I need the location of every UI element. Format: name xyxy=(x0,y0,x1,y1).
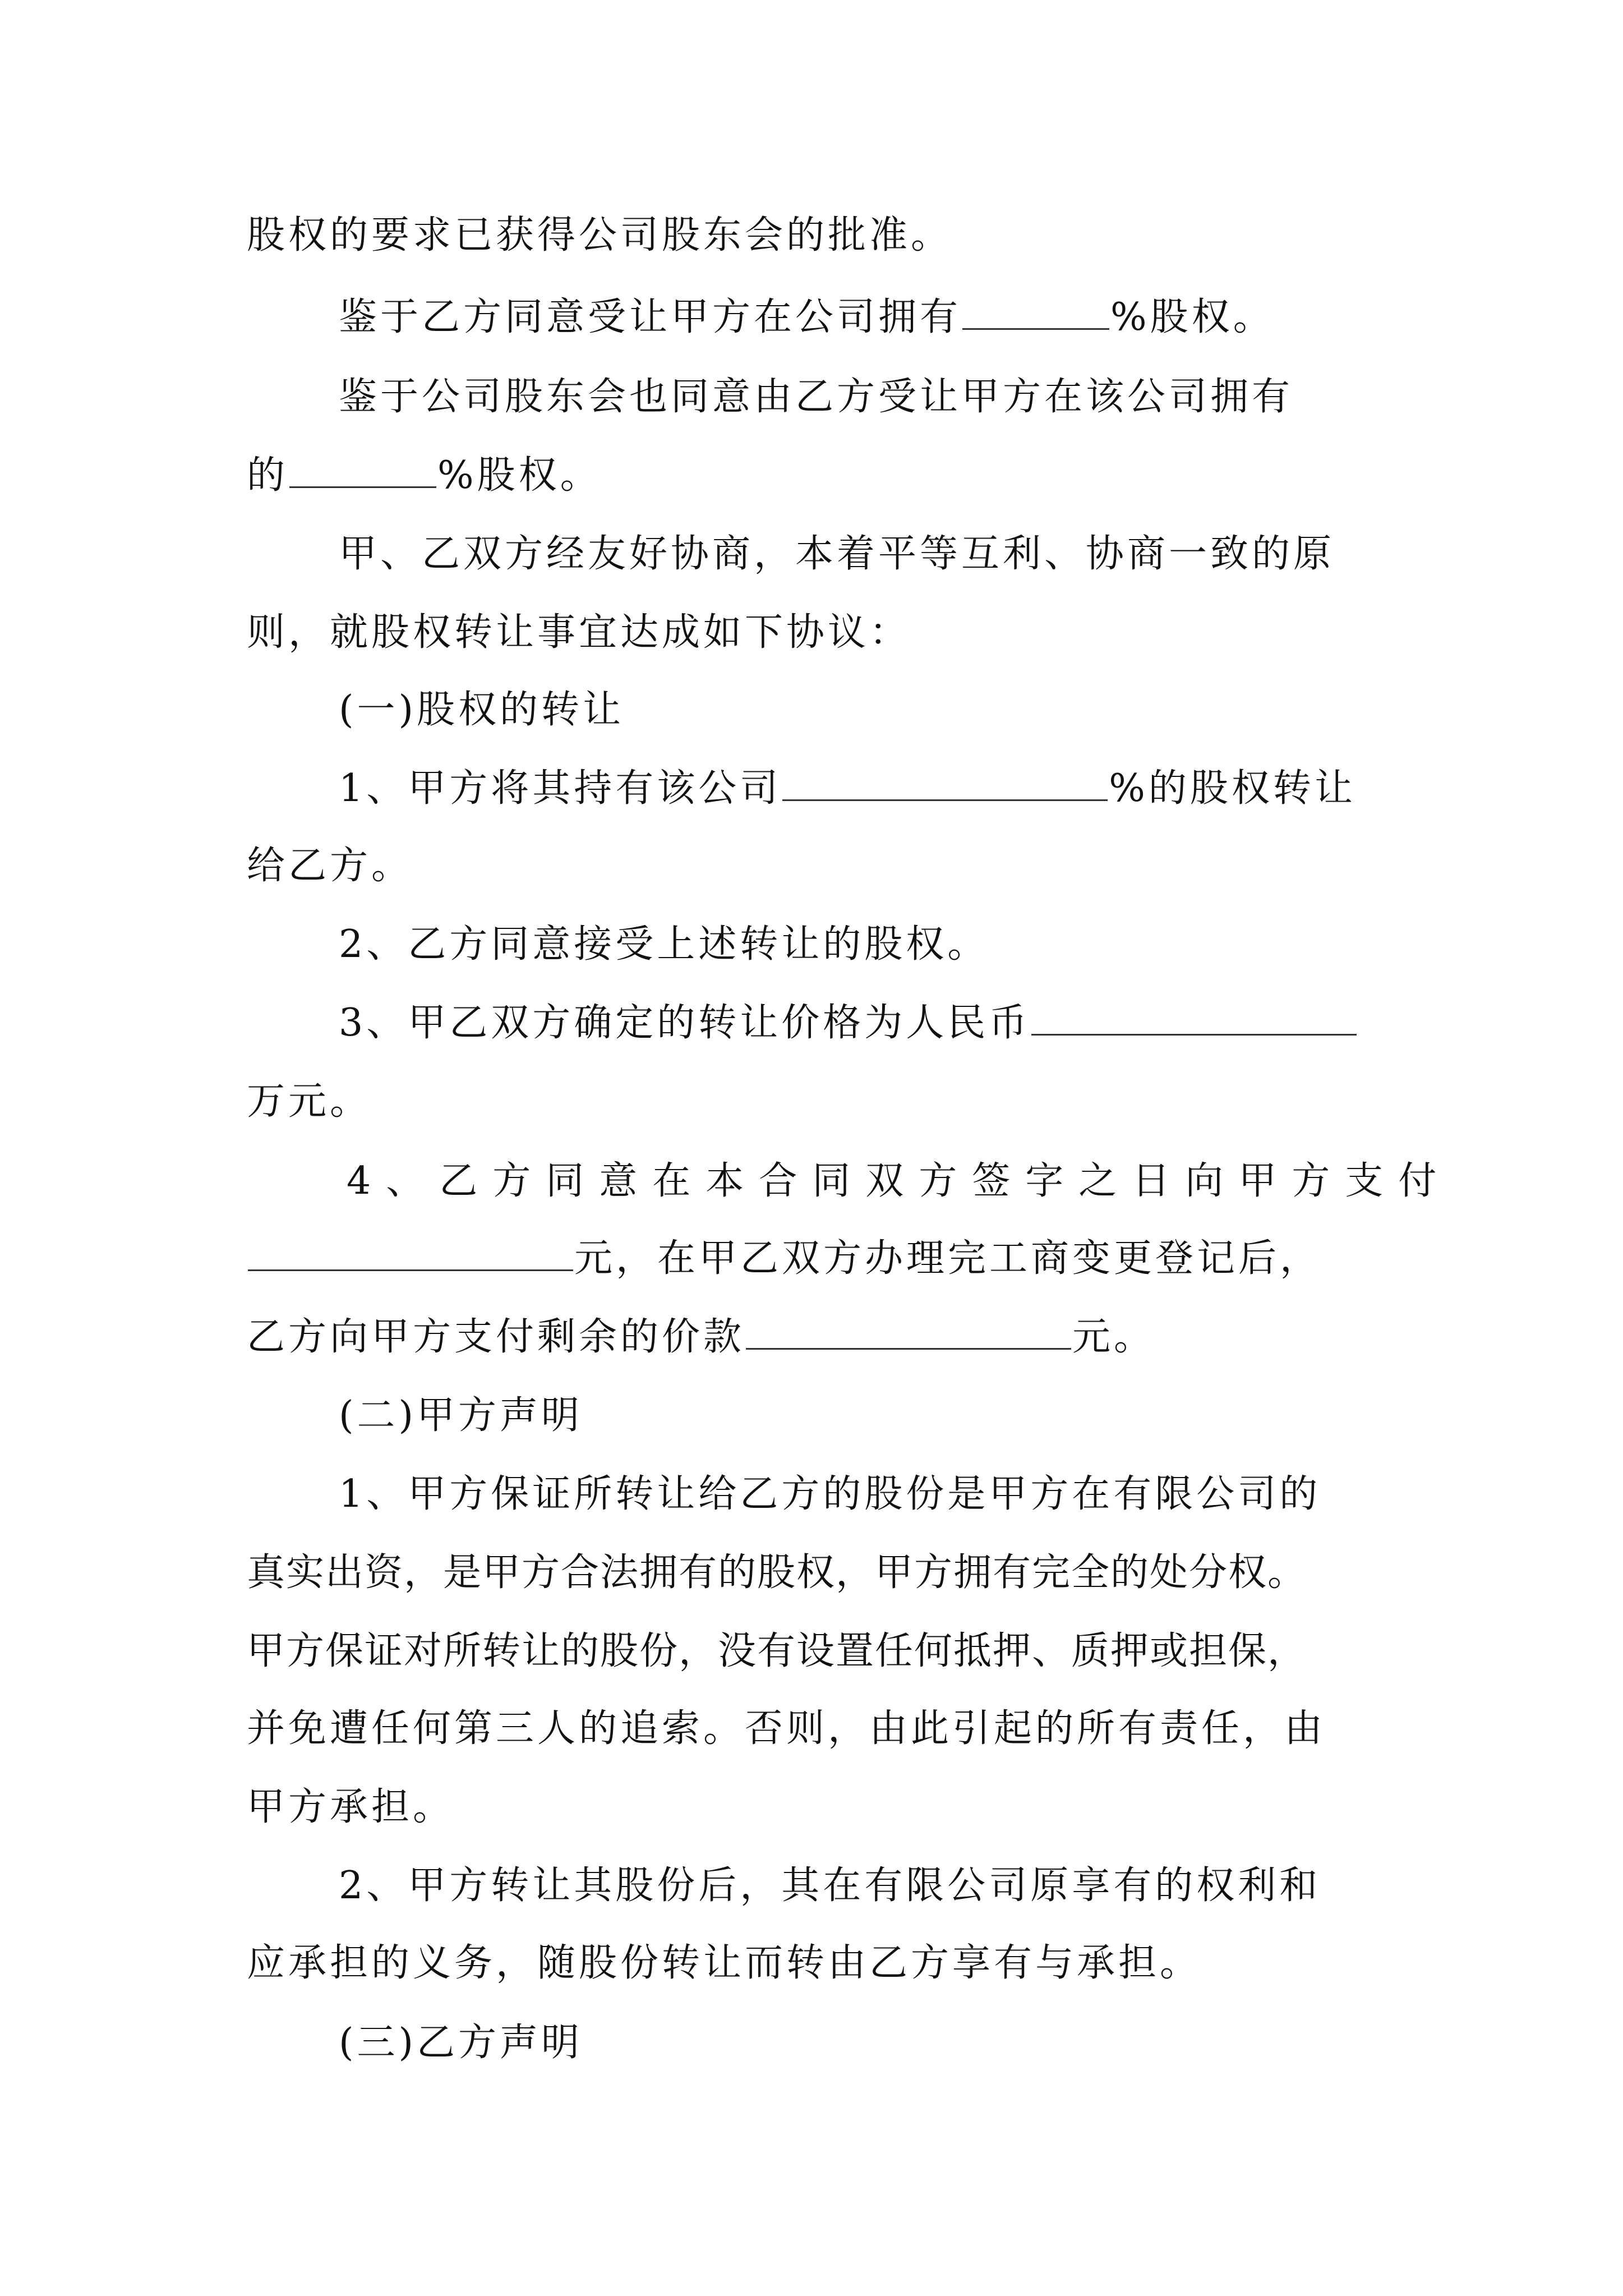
text: (三)乙方声明 xyxy=(339,2021,583,2065)
paragraph-line xyxy=(247,1780,454,1834)
text: 甲、乙双方经友好协商，本着平等互利、协商一致的原 xyxy=(339,532,1335,576)
blank-underline xyxy=(248,1235,573,1271)
text: 甲方保证对所转让的股份，没有设置任何抵押、质押或担保， xyxy=(247,1629,1307,1673)
text: 2、乙方同意接受上述转让的股权。 xyxy=(339,922,989,967)
paragraph-line xyxy=(339,291,1275,344)
blank-underline xyxy=(746,1313,1071,1350)
blank-underline xyxy=(962,293,1109,330)
paragraph-line xyxy=(247,1625,1307,1678)
section-heading xyxy=(339,1389,583,1443)
paragraph-line xyxy=(247,1075,371,1129)
paragraph-line xyxy=(247,606,911,660)
paragraph-line xyxy=(247,1546,1307,1600)
blank-underline xyxy=(289,452,436,488)
text: 1、甲方将其持有该公司 xyxy=(339,766,782,811)
paragraph-line xyxy=(339,918,989,972)
text: %股权。 xyxy=(437,453,602,498)
text: 真实出资，是甲方合法拥有的股权，甲方拥有完全的处分权。 xyxy=(247,1550,1307,1595)
paragraph-line xyxy=(247,209,952,263)
paragraph-line xyxy=(339,1859,1321,1913)
text: 给乙方。 xyxy=(247,844,413,888)
paragraph-line xyxy=(247,1936,1201,1990)
paragraph-line xyxy=(339,527,1335,581)
text: 应承担的义务，随股份转让而转由乙方享有与承担。 xyxy=(247,1941,1202,1985)
text: 并免遭任何第三人的追索。否则，由此引起的所有责任，由 xyxy=(247,1706,1326,1751)
section-heading xyxy=(339,683,624,737)
text: %的股权转让 xyxy=(1109,766,1356,811)
text: %股权。 xyxy=(1110,295,1275,339)
text: 甲方承担。 xyxy=(247,1785,455,1829)
paragraph-line xyxy=(247,1702,1326,1756)
text: 2、甲方转让其股份后，其在有限公司原享有的权利和 xyxy=(339,1864,1321,1908)
paragraph-line xyxy=(247,839,413,893)
paragraph-line xyxy=(339,1467,1321,1521)
text: 元，在甲乙双方办理完工商变更登记后， xyxy=(574,1236,1322,1281)
text: 万元。 xyxy=(247,1079,372,1124)
text: 4、乙方同意在本合同双方签字之日向甲方支付 xyxy=(347,1159,1452,1203)
paragraph-line xyxy=(247,449,602,503)
blank-underline xyxy=(782,765,1108,801)
text: (一)股权的转让 xyxy=(339,688,625,732)
paragraph-line xyxy=(247,1310,1155,1364)
blank-underline xyxy=(1031,999,1357,1036)
text: 鉴于公司股东会也同意由乙方受让甲方在该公司拥有 xyxy=(339,375,1294,419)
text: 的 xyxy=(247,453,289,498)
text: (二)甲方声明 xyxy=(339,1393,583,1438)
text: 3、甲乙双方确定的转让价格为人民币 xyxy=(339,1001,1031,1045)
paragraph-line xyxy=(339,762,1356,816)
text: 则，就股权转让事宜达成如下协议： xyxy=(247,610,911,655)
paragraph-line xyxy=(247,1232,1321,1286)
text: 元。 xyxy=(1072,1315,1156,1359)
paragraph-line xyxy=(339,996,1358,1050)
text: 乙方向甲方支付剩余的价款 xyxy=(247,1315,745,1359)
paragraph-line xyxy=(339,370,1293,424)
section-heading xyxy=(339,2016,583,2070)
paragraph-line xyxy=(347,1154,1451,1208)
text: 鉴于乙方同意受让甲方在公司拥有 xyxy=(339,295,962,339)
text: 1、甲方保证所转让给乙方的股份是甲方在有限公司的 xyxy=(339,1472,1321,1516)
text: 股权的要求已获得公司股东会的批准。 xyxy=(247,213,953,257)
